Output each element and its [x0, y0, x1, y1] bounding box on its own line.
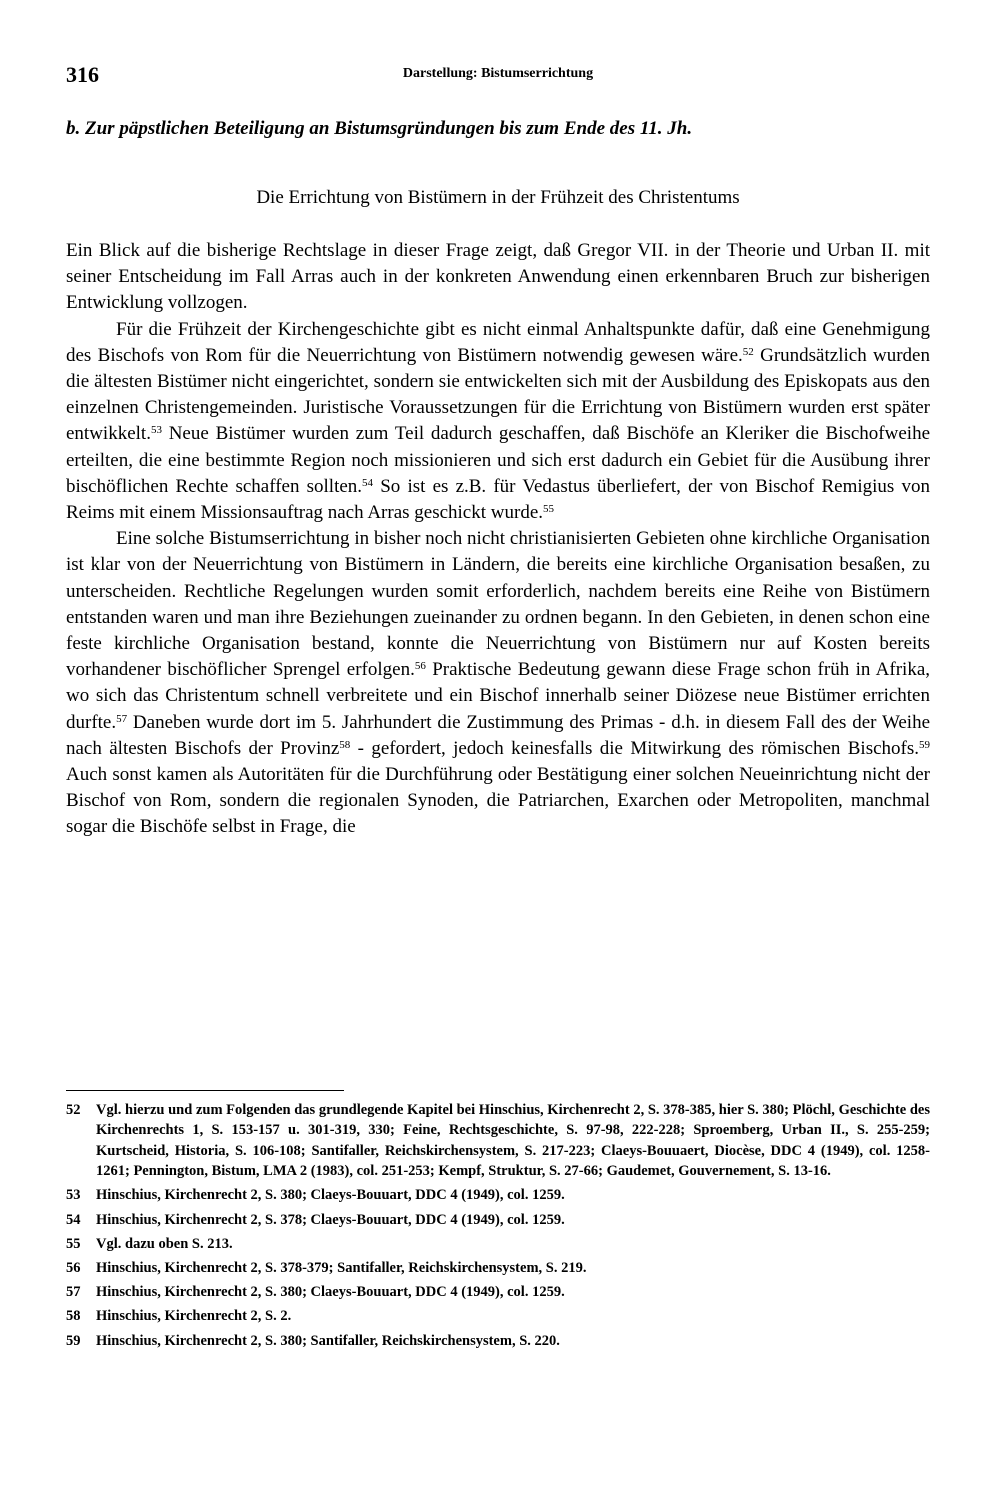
footnote	[66, 1185, 930, 1205]
footnote-ref-53[interactable]: 53	[150, 424, 162, 437]
footnote-ref-57[interactable]: 57	[116, 712, 128, 725]
paragraph-1-text: Ein Blick auf die bisherige Rechtslage in dieser Frage zeigt, daß Gregor VII. in der Theorie und Urban II. mit seiner Entscheidung im Fall Arras auch in der konkreten Anwendung einen erkennbaren Bruch zur bisherigen Entwicklung vollzogen.	[66, 240, 930, 314]
footnote-ref-54[interactable]: 54	[362, 476, 374, 489]
footnote-number: 58	[66, 1308, 81, 1325]
footnote	[66, 1282, 930, 1302]
footnote-ref-58[interactable]: 58	[339, 738, 351, 751]
footnote	[66, 1306, 930, 1326]
footnote-text: Hinschius, Kirchenrecht 2, S. 378-379; Santifaller, Reichskirchensystem, S. 219.	[96, 1260, 587, 1277]
footnote-text: Hinschius, Kirchenrecht 2, S. 378; Claeys-Bouuart, DDC 4 (1949), col. 1259.	[96, 1211, 565, 1228]
footnote-number: 53	[66, 1187, 81, 1204]
footnote-text: Vgl. hierzu und zum Folgenden das grundlegende Kapitel bei Hinschius, Kirchenrecht 2, S. 378-385, hier S. 380; Plöchl, Geschichte des Kirchenrechts 1, S. 153-157 u. 301-319, 330; Feine, Rechtsgeschichte, S. 97-98, 222-228; Sproemberg, Urban II., S. 255-259; Kurtscheid, Historia, S. 106-108; Santifaller, Reichskirchensystem, S. 217-223; Claeys-Bouuaert, Diocèse, DDC 4 (1949), col. 1258-1261; Pennington, Bistum, LMA 2 (1983), col. 251-253; Kempf, Struktur, S. 27-66; Gaudemet, Gouvernement, S. 13-16.	[96, 1102, 930, 1180]
text-segment: Neue Bistümer wurden zum Teil dadurch geschaffen, daß Bischöfe an Kleriker die Bischofweihe erteilten, die eine bestimmte Region noch missionieren und sich erst dadurch ein Gebiet für die Ausübung ihrer bischöflichen Rechte schaffen sollten.	[66, 423, 930, 497]
section-title: b. Zur päpstlichen Beteiligung an Bistumsgründungen bis zum Ende des 11. Jh.	[66, 118, 693, 139]
footnote-text: Hinschius, Kirchenrecht 2, S. 380; Claeys-Bouuart, DDC 4 (1949), col. 1259.	[96, 1284, 565, 1301]
paragraph-1	[66, 238, 930, 317]
text-segment: Eine solche Bistumserrichtung in bisher noch nicht christianisierten Gebieten ohne kirchliche Organisation ist klar von der Neuerrichtung von Bistümern in Ländern, die bereits eine kirchliche Organisation besaßen, zu unterscheiden. Rechtliche Regelungen wurden somit erforderlich, nachdem bereits eine Reihe von Bistümern entstanden waren und man ihre Beziehungen zueinander zu ordnen begann. In den Gebieten, in denen schon eine feste kirchliche Organisation bestand, konnte die Neuerrichtung von Bistümern nur auf Kosten bereits vorhandener bischöflicher Sprengel erfolgen.	[66, 528, 930, 681]
footnote-ref-59[interactable]: 59	[919, 738, 931, 751]
footnote-text: Hinschius, Kirchenrecht 2, S. 380; Claeys-Bouuart, DDC 4 (1949), col. 1259.	[96, 1187, 565, 1204]
footnote-number: 52	[66, 1102, 81, 1118]
text-segment: Grundsätzlich wurden die ältesten Bistümer nicht eingerichtet, sondern sie entwickelten sich mit der Ausbildung des Episkopats aus den einzelnen Christengemeinden. Juristische Voraussetzungen für die Errichtung von Bistümern wurden erst später entwikkelt.	[66, 344, 930, 445]
footnote	[66, 1234, 930, 1254]
chapter-title: Die Errichtung von Bistümern in der Frühzeit des Christentums	[256, 187, 740, 208]
footnote-text: Vgl. dazu oben S. 213.	[96, 1235, 233, 1252]
footnote-number: 56	[66, 1260, 81, 1277]
footnote-number: 59	[66, 1332, 81, 1349]
footnote	[66, 1258, 930, 1278]
text-segment: So ist es z.B. für Vedastus überliefert, der von Bischof Remigius von Reims mit einem Missionsauftrag nach Arras geschickt wurde.	[66, 475, 930, 524]
footnote	[66, 1100, 930, 1182]
footnote-ref-56[interactable]: 56	[414, 660, 426, 673]
text-segment: Praktische Bedeutung gewann diese Frage schon früh in Afrika, wo sich das Christentum schnell verbreitete und ein Bischof innerhalb seiner Diözese neue Bistümer errichten durfte.	[66, 659, 930, 733]
running-head: Darstellung: Bistumserrichtung	[402, 66, 594, 81]
text-segment: Auch sonst kamen als Autoritäten für die Durchführung oder Bestätigung einer solchen Neueinrichtung nicht der Bischof von Rom, sondern die regionalen Synoden, die Patriarchen, Exarchen oder Metropoliten, manchmal sogar die Bischöfe selbst in Frage, die	[66, 764, 930, 838]
paragraph-3	[66, 526, 930, 840]
text-segment: Daneben wurde dort im 5. Jahrhundert die Zustimmung des Primas - d.h. in diesem Fall des der Weihe nach ältesten Bischofs der Provinz	[66, 711, 930, 759]
page-header	[66, 62, 930, 92]
page-number: 316	[66, 62, 99, 87]
text-segment: Für die Frühzeit der Kirchengeschichte gibt es nicht einmal Anhaltspunkte dafür, daß eine Genehmigung des Bischofs von Rom für die Neuerrichtung von Bistümern notwendig gewesen wäre.	[66, 318, 930, 366]
body-text	[66, 238, 930, 841]
footnote-number: 57	[66, 1284, 81, 1301]
footnote-text: Hinschius, Kirchenrecht 2, S. 2.	[96, 1308, 292, 1325]
footnote-ref-55[interactable]: 55	[543, 503, 555, 516]
paragraph-2	[66, 317, 930, 527]
footnotes	[66, 1100, 930, 1355]
footnote	[66, 1210, 930, 1230]
footnote-text: Hinschius, Kirchenrecht 2, S. 380; Santifaller, Reichskirchensystem, S. 220.	[96, 1332, 560, 1349]
footnote-number: 55	[66, 1235, 81, 1252]
footnote-ref-52[interactable]: 52	[742, 345, 754, 358]
footnote	[66, 1331, 930, 1351]
text-segment: - gefordert, jedoch keinesfalls die Mitwirkung des römischen Bischofs.	[350, 737, 920, 759]
footnote-separator	[66, 1090, 344, 1091]
footnote-number: 54	[66, 1211, 81, 1228]
